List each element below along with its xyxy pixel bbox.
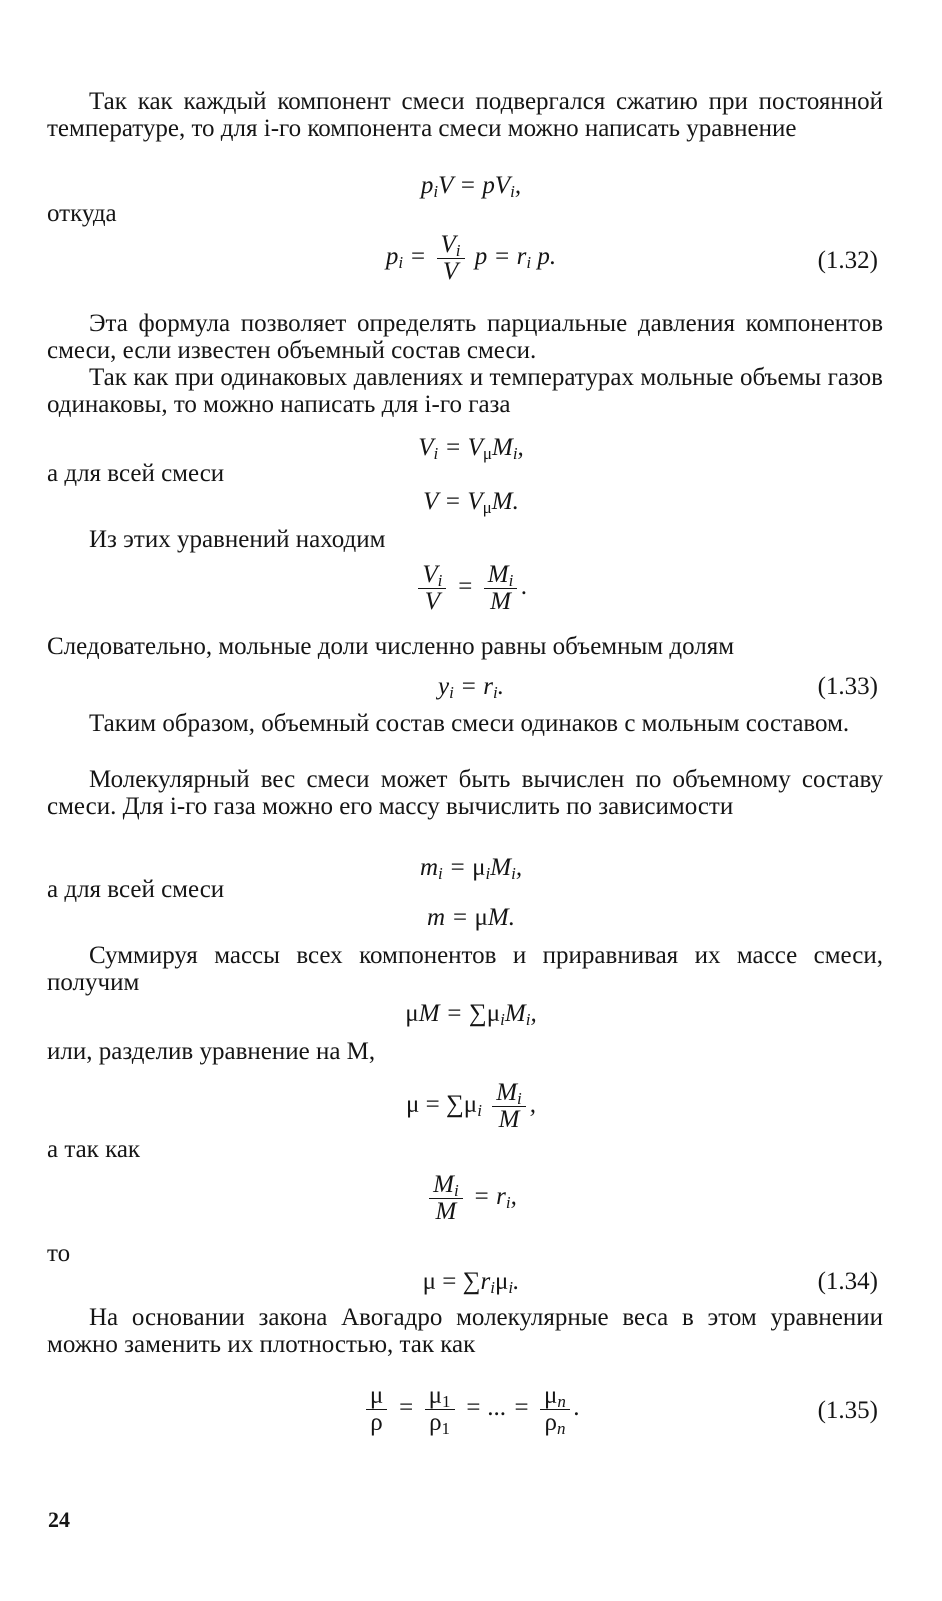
equation-mi-over-m: $\frac{M_i}{M}$ = $r_i$, (0, 1172, 942, 1225)
equation-number-1-33: (1.33) (817, 673, 878, 700)
equation-1-33: $y_i = r_i$. (1.33) (438, 673, 878, 702)
equation-number-1-35: (1.35) (817, 1397, 878, 1424)
equation-1-32: $p_i$ = $\frac{V_i}{V}$ $p = r_i$ p. (1.32) (385, 231, 878, 285)
paragraph-5: Следовательно, мольные доли численно равны объемным долям (47, 633, 735, 660)
equation-vi: $V_i = V_\mu M_i$, (418, 434, 524, 463)
equation-sum-mass: $\mu M = \sum\mu_iM_i$, (405, 1000, 537, 1029)
word-to: то (47, 1240, 71, 1267)
paragraph-4: Из этих уравнений находим (89, 526, 386, 553)
label-dlya-vsey-smesi-1: а для всей смеси (47, 460, 225, 487)
paragraph-1: Так как каждый компонент смеси подвергался сжатию при постоянной температуре, то для i-го компонента смеси можно написать уравнение (47, 88, 883, 142)
equation-number-1-34: (1.34) (817, 1268, 878, 1295)
label-a-tak-kak: а так как (47, 1136, 141, 1163)
equation-m: m = μM. (427, 904, 515, 931)
equation-mu-sum: $\mu = \sum\mu_i$ $\frac{M_i}{M}$ , (405, 1079, 537, 1133)
equation-mi: $m_i = \mu_iM_i$, (419, 854, 523, 883)
equation-ratio: $\frac{V_i}{V}$ = $\frac{M_i}{M}$ . (0, 562, 942, 615)
label-dlya-vsey-smesi-2: а для всей смеси (47, 876, 225, 903)
paragraph-10: На основании закона Авогадро молекулярные веса в этом уравнении можно заменить их плотностью, так как (47, 1304, 883, 1358)
equation-v: $V = V_\mu M$. (423, 488, 519, 517)
paragraph-9: или, разделив уравнение на M, (47, 1038, 376, 1065)
paragraph-7: Молекулярный вес смеси может быть вычислен по объемному составу смеси. Для i-го газа можно его массу вычислить по зависимости (47, 766, 883, 820)
paragraph-2: Эта формула позволяет определять парциальные давления компонентов смеси, если известен объемный состав смеси. (47, 310, 883, 364)
word-otkuda: откуда (47, 200, 117, 227)
equation-1-34: $\mu = \sum r_i\mu_i$. (1.34) (422, 1268, 878, 1297)
paragraph-8: Суммируя массы всех компонентов и приравнивая их массе смеси, получим (47, 942, 883, 996)
paragraph-3: Так как при одинаковых давлениях и температурах мольные объемы газов одинаковы, то можно написать для i-го газа (47, 364, 883, 418)
page-number: 24 (48, 1507, 70, 1532)
equation-partial-volume: $p_iV = pV_i$, (420, 172, 522, 201)
equation-number-1-32: (1.32) (817, 247, 878, 274)
equation-1-35: $\frac{\mu}{\rho}$ = $\frac{\mu_1}{\rho_1}$ = ... = $\frac{\mu_n}{\rho_n}$ . (1.35) (0, 1383, 942, 1436)
paragraph-6: Таким образом, объемный состав смеси одинаков с мольным составом. (89, 710, 850, 737)
